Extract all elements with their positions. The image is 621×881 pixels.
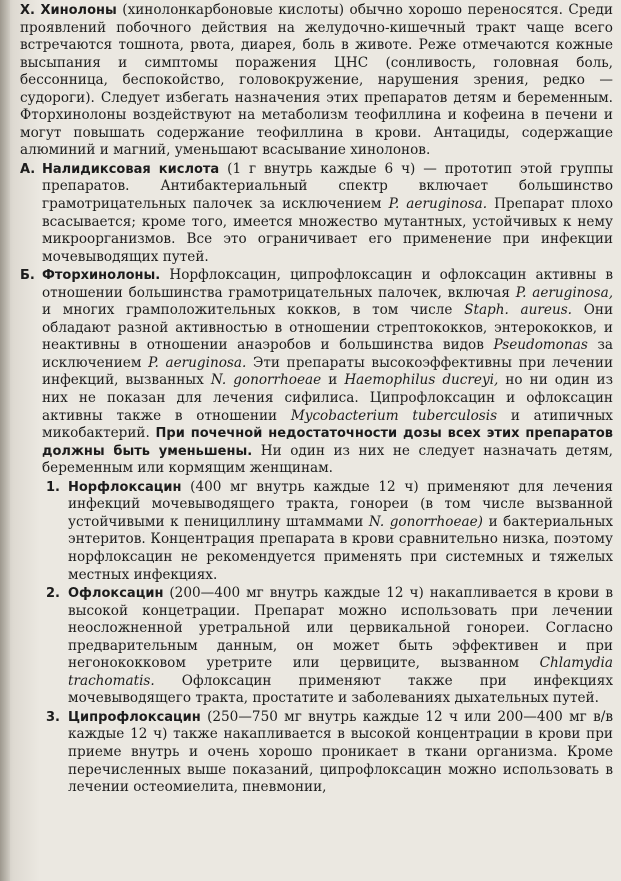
- item-1-number: 1.: [46, 479, 60, 495]
- section-b-italic-5: N. gonorrhoeae: [210, 372, 322, 389]
- item-2-italic-1: Chlamydia trachomatis.: [68, 655, 613, 689]
- list-item-ciprofloxacin: [46, 709, 613, 797]
- section-b-bold-warning: При почечной недостаточности дозы всех этих препаратов должны быть уменьшены.: [42, 426, 613, 459]
- section-a-marker: A.: [20, 161, 36, 177]
- section-a-italic-1: P. aeruginosa.: [388, 196, 488, 213]
- intro-marker: X.: [20, 3, 35, 18]
- section-b-marker: Б.: [20, 268, 35, 284]
- section-b-italic-3: Pseudomonas: [493, 337, 588, 354]
- section-b: [20, 267, 613, 478]
- section-a: [20, 161, 613, 266]
- item-2-text-1: (200—400 мг внутрь каждые 12 ч) накапливается в крови в высокой концетрации. Препарат можно использовать при лечении неосложненной уретральной или цервикальной гонореи. Согласно предварительным данным, он может быть эффективен и при негонококковом уретрите или цервиците, вызванном: [68, 585, 613, 672]
- item-1-italic-1: N. gonorrhoeae): [368, 513, 483, 530]
- section-b-italic-1: P. aeruginosa,: [515, 284, 614, 301]
- section-b-italic-6: Haemophilus ducreyi,: [344, 372, 499, 389]
- section-b-text-3: Они обладают разной активностью в отношении стрептококков, энтерококков, и неактивны в отношении анаэробов и большинства видов: [42, 302, 614, 354]
- section-b-text-9: Ни один из них не следует назначать детям, беременным или кормящим женщинам.: [42, 442, 614, 477]
- item-1-text-2: и бактериальных энтеритов. Концентрация препарата в крови сравнительно низка, поэтому норфлоксацин не рекомендуется применять при системных и тяжелых местных инфекциях.: [68, 513, 613, 583]
- section-b-italic-7: Mycobacterium tuberculosis: [290, 407, 498, 424]
- item-1-term: Норфлоксацин: [68, 479, 182, 495]
- section-b-text-8: и атипичных микобактерий.: [42, 407, 613, 442]
- item-2-term: Офлоксацин: [68, 586, 164, 602]
- intro-paragraph: [20, 2, 613, 160]
- section-a-term: Налидиксовая кислота: [42, 161, 220, 177]
- section-b-text-2: и многих грамположительных кокков, в том числе: [42, 302, 453, 319]
- section-b-text-1: Норфлоксацин, ципрофлоксацин и офлоксацин активны в отношении большинства грамотрицательных палочек, включая: [42, 267, 614, 301]
- item-3-number: 3.: [46, 709, 60, 725]
- item-1-text-1: (400 мг внутрь каждые 12 ч) применяют для лечения инфекций мочевыводящего тракта, гонореи (в том числе вызванной устойчивыми к пенициллину штаммами: [68, 478, 613, 530]
- item-3-term: Ципрофлоксацин: [68, 709, 201, 725]
- list-item-ofloxacin: [46, 585, 613, 708]
- item-2-text-2: Офлоксацин применяют также при инфекциях мочевыводящего тракта, простатите и заболеваниях дыхательных путей.: [68, 672, 613, 707]
- section-b-text-5: Эти препараты высокоэффективны при лечении инфекций, вызванных: [42, 354, 614, 389]
- section-a-text-1: (1 г внутрь каждые 6 ч) — прототип этой группы препаратов. Антибактериальный спектр включает большинство грамотрицательных палочек за исключением: [42, 160, 614, 213]
- intro-text: (хинолонкарбоновые кислоты) обычно хорошо переносятся. Среди проявлений побочного действия на желудочно-кишечный тракт чаще всего встречаются тошнота, рвота, диарея, боль в животе. Реже отмечаются кожные высыпания и симптомы поражения ЦНС (сонливость, головная боль, бессонница, беспокойство, головокружение, нарушения зрения, редко — судороги). Следует избегать назначения этих препаратов детям и беременным. Фторхинолоны воздействуют на метаболизм теофиллина и кофеина в печени и могут повышать содержание теофиллина в крови. Антациды, содержащие алюминий и магний, уменьшают всасывание хинолонов.: [20, 2, 613, 159]
- item-3-text-1: (250—750 мг внутрь каждые 12 ч или 200—400 мг в/в каждые 12 ч) также накапливается в высокой концентрации в крови при приеме внутрь и очень хорошо проникает в ткани организма. Кроме перечисленных выше показаний, ципрофлоксацин можно использовать в лечении остеомиелита, пневмонии,: [68, 708, 613, 796]
- item-2-number: 2.: [46, 586, 60, 602]
- section-b-italic-4: P. aeruginosa.: [148, 354, 247, 371]
- list-item-norfloxacin: [46, 479, 613, 584]
- section-a-text-2: Препарат плохо всасывается; кроме того, имеется множество мутантных, устойчивых к нему микроорганизмов. Все это ограничивает его применение при инфекции мочевыводящих путей.: [42, 196, 614, 265]
- book-spine-shadow: [0, 0, 10, 881]
- section-b-italic-2: Staph. aureus.: [464, 302, 573, 319]
- section-b-text-6: и: [328, 372, 338, 389]
- section-b-text-4: за исключением: [42, 337, 613, 371]
- section-b-term: Фторхинолоны.: [42, 268, 161, 284]
- section-b-text-7: но ни один из них не показан для лечения сифилиса. Ципрофлоксацин и офлоксацин активны также в отношении: [42, 372, 613, 424]
- intro-term: Хинолоны: [40, 3, 117, 18]
